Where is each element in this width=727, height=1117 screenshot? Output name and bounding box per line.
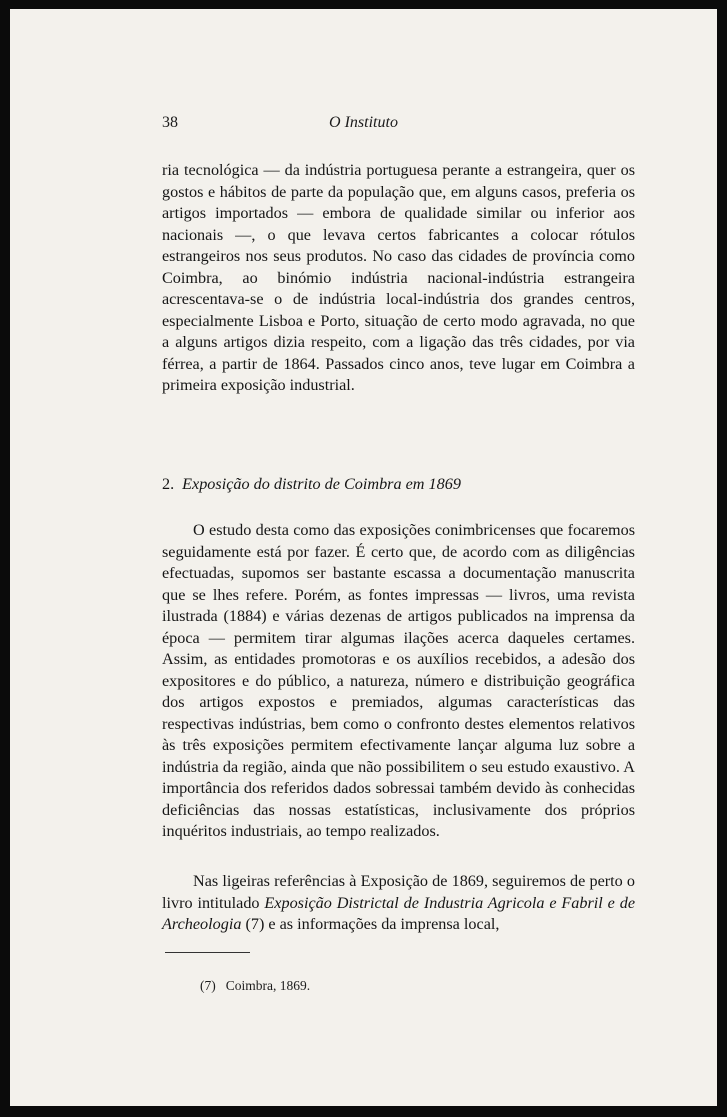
paragraph-3 — [162, 871, 635, 936]
paragraph-3-tail: e as informações da imprensa local, — [264, 915, 500, 933]
book-page — [10, 9, 717, 1106]
section-title: Exposição do distrito de Coimbra em 1869 — [182, 475, 461, 493]
section-heading — [162, 475, 461, 494]
paragraph-3-lead: Nas ligeiras referências à Exposição de 1869, seguiremos de perto o livro intitulado — [162, 872, 635, 912]
page-number: 38 — [162, 114, 178, 131]
footnote — [200, 978, 310, 994]
paragraph-1: ria tecnológica — da indústria portuguesa perante a estrangeira, quer os gostos e hábitos de parte da população que, em alguns casos, preferia os artigos importados — embora de qualidade similar ou inferior aos nacionais —, o que levava certos fabricantes a colocar rótulos estrangeiros nos seus produtos. No caso das cidades de província como Coimbra, ao binómio indústria nacional-indústria estrangeira acrescentava-se o de indústria local-indústria dos grandes centros, especialmente Lisboa e Porto, situação de certo modo agravada, no que a alguns artigos dizia respeito, com a ligação das três cidades, por via férrea, a partir de 1864. Passados cinco anos, teve lugar em Coimbra a primeira exposição industrial. — [162, 161, 635, 394]
footnote-divider — [165, 952, 250, 953]
footnote-marker: (7) — [200, 978, 216, 993]
paragraph-2: O estudo desta como das exposições conimbricenses que focaremos seguidamente está por fazer. É certo que, de acordo com as diligências efectuadas, supomos ser bastante escassa a documentação manuscrita que se lhes refere. Porém, as fontes impressas — livros, uma revista ilustrada (1884) e várias dezenas de artigos publicados na imprensa da época — permitem tirar algumas ilações acerca daqueles certames. Assim, as entidades promotoras e os auxílios recebidos, a adesão dos expositores e do público, a natureza, número e distribuição geográfica dos artigos expostos e premiados, algumas características das respectivas indústrias, bem como o confronto destes elementos relativos às três exposições permitem efectivamente lançar alguma luz sobre a indústria da região, ainda que não possibilitem o seu estudo exaustivo. A importância dos referidos dados sobressai também devido às conhecidas deficiências das nossas estatísticas, inclusivamente dos próprios inquéritos industriais, ao tempo realizados. — [162, 521, 635, 840]
footnote-text: Coimbra, 1869. — [225, 978, 311, 993]
book-title: Exposição Districtal de Industria Agricola e Fabril e de Archeologia — [162, 893, 636, 933]
footnote-reference: (7) — [241, 915, 265, 933]
section-number: 2. — [162, 475, 175, 493]
running-title: O Instituto — [329, 114, 398, 131]
page-header — [10, 114, 717, 138]
